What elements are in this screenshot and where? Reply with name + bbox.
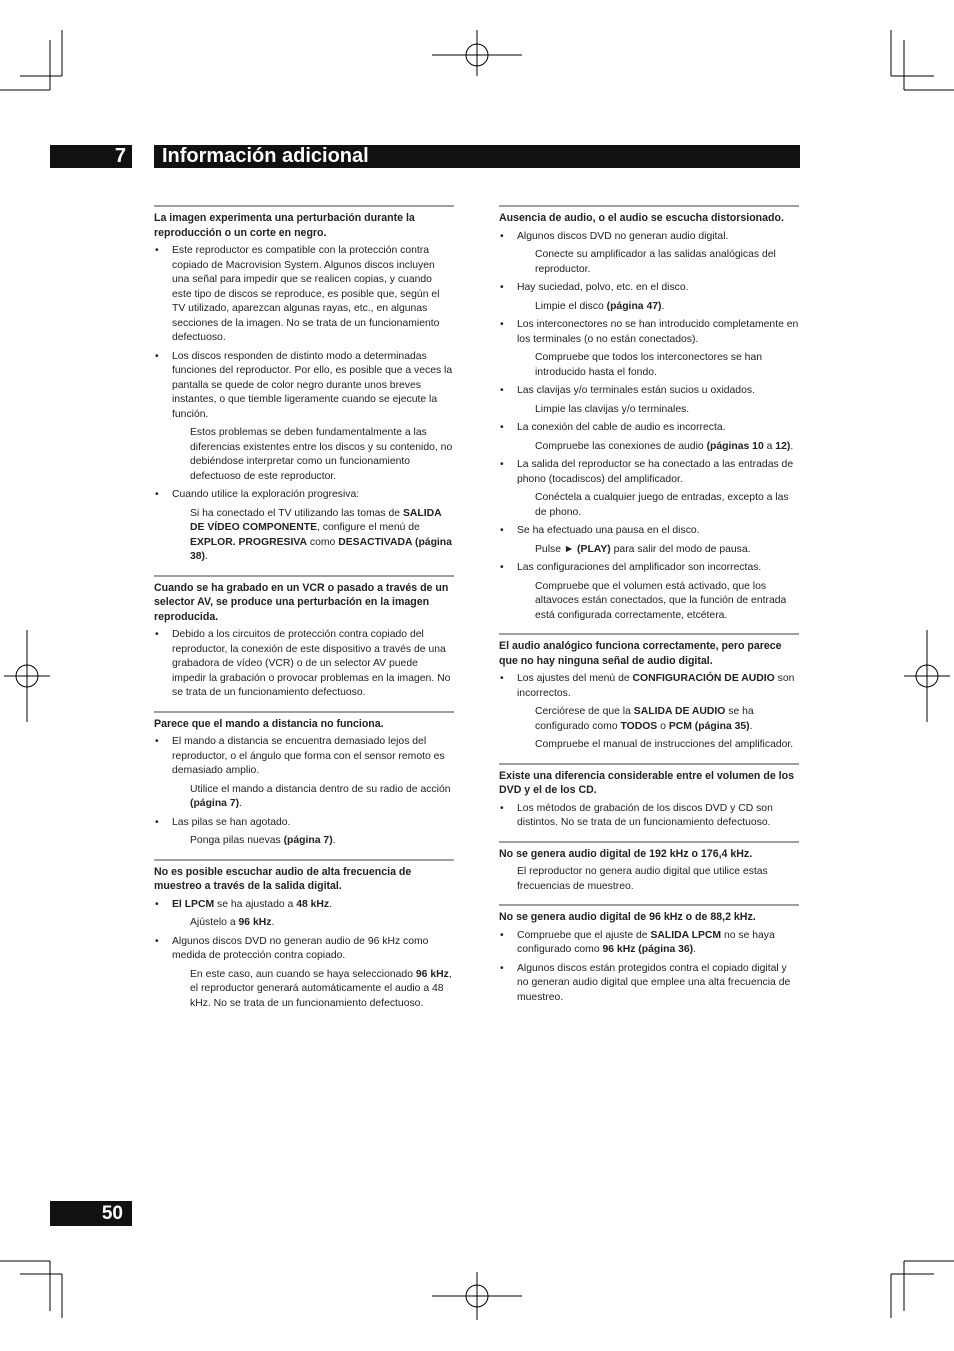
solution-text: Conecte su amplificador a las salidas analógicas del reproductor. bbox=[535, 249, 776, 275]
solution-text: Limpie las clavijas y/o terminales. bbox=[535, 403, 690, 415]
list-item: • Los métodos de grabación de los discos DVD y CD son distintos. No se trata de un funcionamiento defectuoso. bbox=[499, 802, 799, 831]
chapter-number: 7 bbox=[50, 145, 132, 168]
section-title: No es posible escuchar audio de alta frecuencia de muestreo a través de la salida digital. bbox=[154, 865, 412, 892]
solution-text: En este caso, aun cuando se haya seleccionado 96 kHz, el reproductor generará automáticamente el audio a 48 kHz. No se trata de un funcionamiento defectuoso. bbox=[190, 968, 452, 1009]
solution-text: Pulse ► (PLAY) para salir del modo de pausa. bbox=[535, 543, 751, 555]
paragraph: El reproductor no genera audio digital que utilice estas frecuencias de muestreo. bbox=[517, 866, 768, 892]
list-item: • Hay suciedad, polvo, etc. en el disco. bbox=[499, 281, 799, 296]
solution-text: Cerciórese de que la SALIDA DE AUDIO se ha configurado como TODOS o PCM (página 35). bbox=[535, 706, 754, 732]
list-item: • Compruebe que el ajuste de SALIDA LPCM no se haya configurado como 96 kHz (página 36). bbox=[499, 929, 799, 958]
section-no-96khz bbox=[499, 904, 799, 1005]
section-title: Parece que el mando a distancia no funciona. bbox=[154, 717, 384, 730]
list-item: • La salida del reproductor se ha conectado a las entradas de phono (tocadiscos) del amplificador. bbox=[499, 458, 799, 487]
solution-text: Ponga pilas nuevas (página 7). bbox=[190, 835, 336, 846]
play-icon: ► (PLAY) bbox=[563, 543, 611, 555]
solution-text: Compruebe las conexiones de audio (páginas 10 a 12). bbox=[535, 440, 794, 452]
list-item: • Las clavijas y/o terminales están sucios u oxidados. bbox=[499, 384, 799, 399]
solution-text: Limpie el disco (página 47). bbox=[535, 300, 665, 312]
section-title: El audio analógico funciona correctamente, pero parece que no hay ninguna señal de audio digital. bbox=[499, 640, 782, 667]
list-item: • Cuando utilice la exploración progresiva: bbox=[154, 488, 454, 503]
list-item: • Algunos discos DVD no generan audio digital. bbox=[499, 230, 799, 245]
solution-text: Estos problemas se deben fundamentalmente a las diferencias existentes entre los discos y su contenido, no debiéndose interpretar como un funcionamiento defectuoso de este reproductor. bbox=[190, 427, 453, 482]
chapter-header bbox=[50, 145, 800, 168]
list-item: • La conexión del cable de audio es incorrecta. bbox=[499, 421, 799, 436]
list-item: • Los ajustes del menú de CONFIGURACIÓN DE AUDIO son incorrectos. bbox=[499, 672, 799, 701]
section-title: Ausencia de audio, o el audio se escucha distorsionado. bbox=[499, 212, 784, 224]
list-item: • Algunos discos están protegidos contra el copiado digital y no generan audio digital que emplee una alta frecuencia de muestreo. bbox=[499, 962, 799, 1006]
section-title: No se genera audio digital de 192 kHz o 176,4 kHz. bbox=[499, 847, 753, 860]
page-number: 50 bbox=[50, 1201, 132, 1226]
solution-text: Compruebe el manual de instrucciones del amplificador. bbox=[535, 739, 794, 750]
section-title: Cuando se ha grabado en un VCR o pasado a través de un selector AV, se produce una perturbación en la imagen reproducida. bbox=[154, 581, 449, 623]
list-item: • Las pilas se han agotado. bbox=[154, 816, 454, 831]
section-no-audio bbox=[499, 205, 799, 623]
list-item: • Algunos discos DVD no generan audio de 96 kHz como medida de protección contra copiado. bbox=[154, 935, 454, 964]
section-title: No se genera audio digital de 96 kHz o de 88,2 kHz. bbox=[499, 911, 756, 923]
list-item: • Los discos responden de distinto modo a determinadas funciones del reproductor. Por ello, es posible que a veces la pantalla se quede de color negro durante unos breves instantes, o que tiemble ligeramente cuando se ejecute la función. bbox=[154, 350, 454, 423]
section-title: La imagen experimenta una perturbación durante la reproducción o un corte en negro. bbox=[154, 212, 415, 239]
left-column bbox=[154, 205, 454, 1021]
list-item: • Debido a los circuitos de protección contra copiado del reproductor, la conexión de este dispositivo a través de una grabadora de vídeo (VCR) o de un selector AV puede impedir la grabación o provocar problemas en la imagen. No se trata de un funcionamiento defectuoso. bbox=[154, 628, 454, 701]
solution-text: Utilice el mando a distancia dentro de su radio de acción (página 7). bbox=[190, 783, 451, 809]
right-column bbox=[499, 205, 799, 1015]
section-volume-difference bbox=[499, 763, 799, 831]
section-title: Existe una diferencia considerable entre el volumen de los DVD y el de los CD. bbox=[499, 769, 794, 796]
solution-text: Compruebe que todos los interconectores se han introducido hasta el fondo. bbox=[535, 352, 763, 378]
solution-text: Si ha conectado el TV utilizando las tomas de SALIDA DE VÍDEO COMPONENTE, configure el menú de EXPLOR. PROGRESIVA como DESACTIVADA (página 38). bbox=[190, 507, 452, 562]
chapter-title: Información adicional bbox=[154, 145, 800, 168]
section-remote-not-working bbox=[154, 711, 454, 849]
list-item: • El LPCM se ha ajustado a 48 kHz. bbox=[154, 898, 454, 913]
section-no-digital-audio bbox=[499, 633, 799, 753]
list-item: • Las configuraciones del amplificador son incorrectas. bbox=[499, 561, 799, 576]
section-vcr-disturbance bbox=[154, 575, 454, 701]
list-item: • Los interconectores no se han introducido completamente en los terminales (o no están conectados). bbox=[499, 318, 799, 347]
solution-text: Compruebe que el volumen está activado, que los altavoces están conectados, que la función de entrada está configurada correctamente, etcétera. bbox=[535, 580, 787, 621]
section-no-192khz bbox=[499, 841, 799, 895]
list-item: • Este reproductor es compatible con la protección contra copiado de Macrovision System. Algunos discos incluyen una señal para impedir que se realicen copias, y cuando este tipo de discos se reproduce, es posible que, según el TV utilizado, aparezcan algunas rayas, etc., en algunas secciones de la imagen. No se trata de un funcionamiento defectuoso. bbox=[154, 244, 454, 346]
list-item: • El mando a distancia se encuentra demasiado lejos del reproductor, o el ángulo que forma con el sensor remoto es demasiado amplio. bbox=[154, 735, 454, 779]
section-image-disturbance bbox=[154, 205, 454, 565]
solution-text: Conéctela a cualquier juego de entradas, excepto a las de phono. bbox=[535, 492, 789, 518]
list-item: • Se ha efectuado una pausa en el disco. bbox=[499, 524, 799, 539]
solution-text: Ajústelo a 96 kHz. bbox=[190, 917, 275, 928]
section-high-frequency-audio bbox=[154, 859, 454, 1012]
